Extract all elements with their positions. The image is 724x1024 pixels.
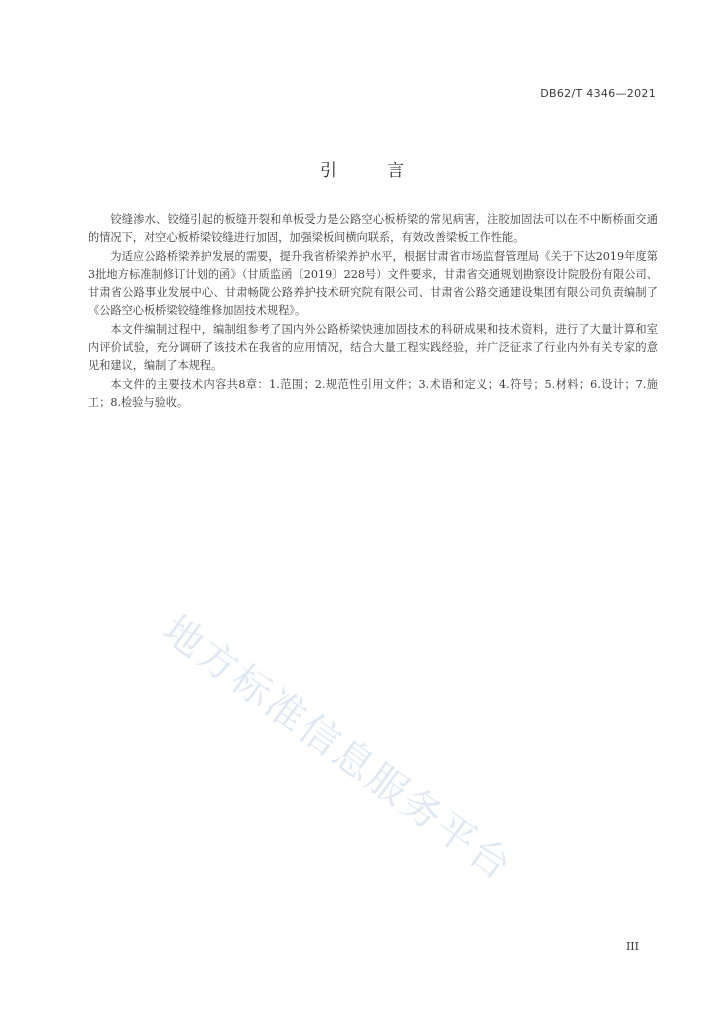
section-title (0, 156, 724, 181)
paragraph-background: 为适应公路桥梁养护发展的需要，提升我省桥梁养护水平，根据甘肃省市场监督管理局《关于下达2019年度第3批地方标准制修订计划的函》（甘质监函〔2019〕228号）文件要求，甘肃省交通规划勘察设计院股份有限公司、甘肃省公路事业发展中心、甘肃畅陇公路养护技术研究院有限公司、甘肃省公路交通建设集团有限公司负责编制了《公路空心板桥梁铰缝维修加固技术规程》。 (88, 249, 658, 318)
section-title-char-1: 引 (320, 161, 337, 181)
section-title-char-2: 言 (387, 161, 404, 181)
paragraph-defects: 铰缝渗水、铰缝引起的板缝开裂和单板受力是公路空心板桥梁的常见病害，注胶加固法可以在不中断桥面交通的情况下，对空心板桥梁铰缝进行加固，加强梁板间横向联系，有效改善梁板工作性能。 (88, 213, 658, 245)
page-number: III (625, 940, 639, 953)
watermark: 地方标准信息服务平台 (154, 607, 521, 891)
standard-code: DB62/T 4346—2021 (540, 87, 656, 100)
paragraph-process: 本文件编制过程中，编制组参考了国内外公路桥梁快速加固技术的科研成果和技术资料，进行了大量计算和室内评价试验，充分调研了该技术在我省的应用情况，结合大量工程实践经验，并广泛征求了行业内外有关专家的意见和建议，编制了本规程。 (88, 322, 658, 373)
introduction-body (88, 211, 658, 412)
paragraph-contents: 本文件的主要技术内容共8章：1.范围；2.规范性引用文件；3.术语和定义；4.符号；5.材料；6.设计；7.施工；8.检验与验收。 (88, 377, 658, 409)
